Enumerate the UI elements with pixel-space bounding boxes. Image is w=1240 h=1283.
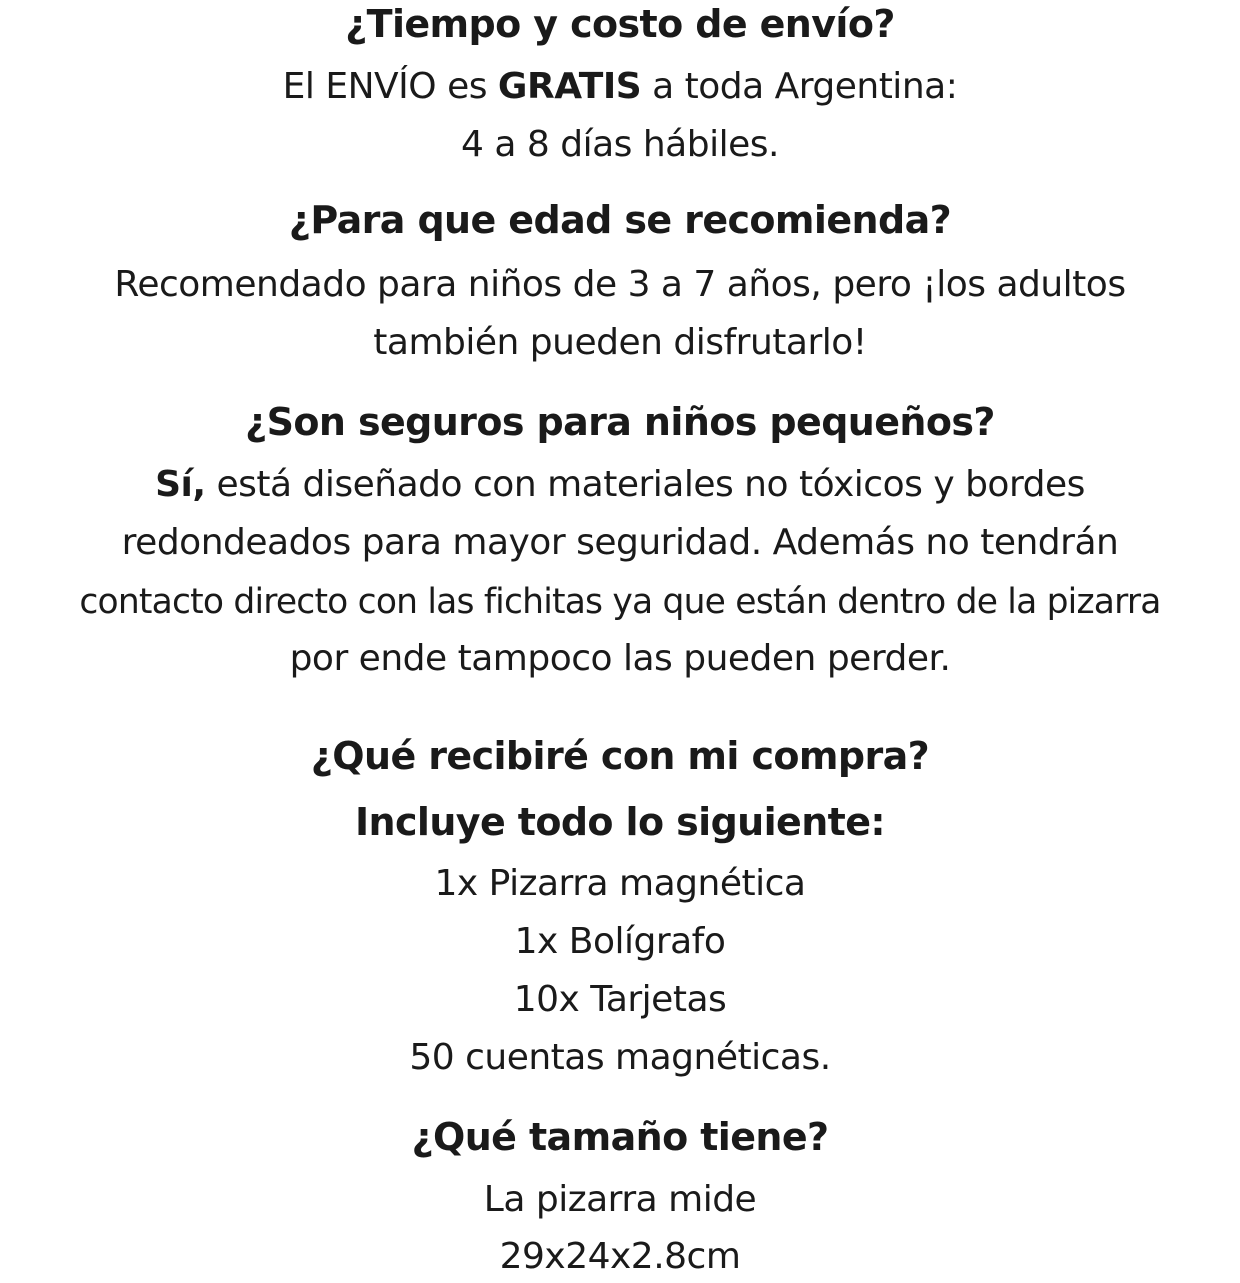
- shipping-answer-post: a toda Argentina:: [641, 66, 958, 107]
- shipping-question: ¿Tiempo y costo de envío?: [345, 2, 895, 46]
- contents-item: 10x Tarjetas: [513, 979, 727, 1020]
- safety-yes-emphasis: Sí,: [155, 464, 206, 505]
- age-answer-line-2: también pueden disfrutarlo!: [373, 322, 867, 363]
- shipping-answer-pre: El ENVÍO es: [282, 66, 498, 107]
- safety-answer-line-1: [0, 462, 1240, 508]
- contents-item: 1x Bolígrafo: [514, 921, 726, 962]
- contents-item: 50 cuentas magnéticas.: [409, 1037, 831, 1078]
- shipping-free-emphasis: GRATIS: [497, 66, 642, 107]
- shipping-answer-line-1: [0, 64, 1240, 110]
- contents-subheading: Incluye todo lo siguiente:: [354, 800, 886, 844]
- safety-answer-line-3: contacto directo con las fichitas ya que están dentro de la pizarra: [79, 582, 1161, 622]
- safety-answer-line-2: redondeados para mayor seguridad. Además no tendrán: [121, 522, 1119, 563]
- size-answer-line-2: 29x24x2.8cm: [499, 1236, 741, 1277]
- size-question: ¿Qué tamaño tiene?: [411, 1115, 829, 1159]
- contents-item: 1x Pizarra magnética: [434, 863, 806, 904]
- shipping-answer-line-2: 4 a 8 días hábiles.: [461, 124, 779, 165]
- age-answer-line-1: Recomendado para niños de 3 a 7 años, pero ¡los adultos: [114, 264, 1126, 305]
- safety-answer-post: está diseñado con materiales no tóxicos y bordes: [205, 464, 1085, 505]
- safety-answer-line-4: por ende tampoco las pueden perder.: [289, 638, 951, 679]
- age-question: ¿Para que edad se recomienda?: [288, 198, 952, 242]
- safety-question: ¿Son seguros para niños pequeños?: [245, 400, 995, 444]
- size-answer-line-1: La pizarra mide: [483, 1179, 757, 1220]
- contents-question: ¿Qué recibiré con mi compra?: [310, 734, 930, 778]
